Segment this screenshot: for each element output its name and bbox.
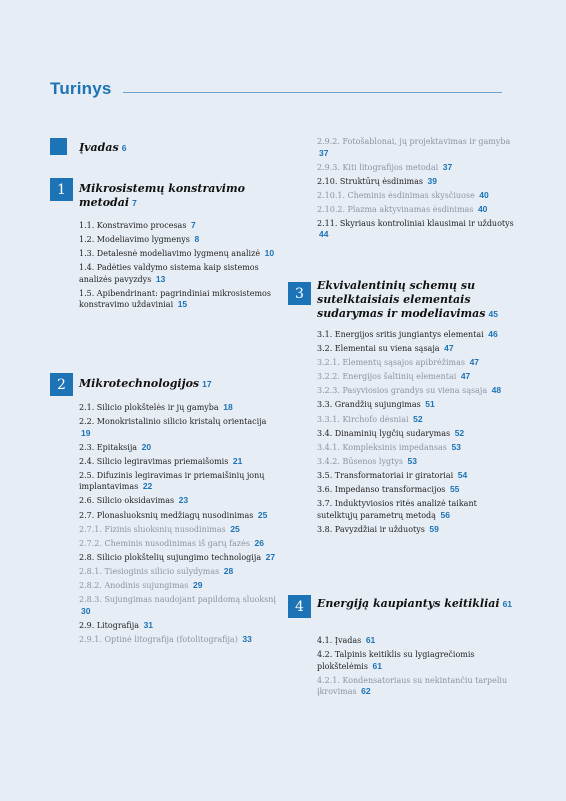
entry-text: 3.4.2. Būsenos lygtys <box>317 456 403 466</box>
entry-page-number: 28 <box>223 565 234 576</box>
entry-text: 2.1. Silicio plokštelės ir jų gamyba <box>79 403 219 412</box>
entry-page-number: 21 <box>232 455 243 466</box>
entry-text: 3.7. Induktyviosios ritės analizė taikant sutelktųjų parametrų metodą <box>317 499 477 520</box>
entry-text: 3.4. Dinaminių lygčių sudarymas <box>317 428 451 438</box>
chapter-title: Mikrotechnologijos <box>79 377 200 390</box>
entry-text: 3.5. Transformatoriai ir giratoriai <box>317 470 454 480</box>
entry-page-number: 53 <box>407 455 417 466</box>
entry-text: 4.2. Talpinis keitiklis su lygiagrečiomis plokštelėmis <box>317 650 475 671</box>
toc-subsection-entry[interactable] <box>317 204 517 216</box>
toc-subsection-entry[interactable] <box>317 357 517 369</box>
entry-page-number: 53 <box>451 441 461 452</box>
entry-text: 1.4. Padėties valdymo sistema kaip sistemos analizės pavyzdys <box>79 263 259 284</box>
entry-text: 3.2.1. Elementų sąsajos apibrėžimas <box>317 358 466 368</box>
toc-subsection-entry[interactable] <box>317 675 517 698</box>
toc-section-entry[interactable] <box>79 288 279 311</box>
entry-page-number: 40 <box>479 189 489 200</box>
chapter-entries <box>79 402 279 648</box>
entry-text: 3.3.1. Kirchofo dėsniai <box>317 414 409 424</box>
intro-title: Įvadas <box>79 141 119 154</box>
toc-subsection-entry[interactable] <box>79 580 279 592</box>
toc-section-entry[interactable] <box>317 399 517 411</box>
entry-page-number: 54 <box>457 469 468 480</box>
toc-section-entry[interactable] <box>317 470 517 482</box>
entry-text: 2.7. Plonasluoksnių medžiagų nusodinimas <box>79 510 254 520</box>
toc-subsection-entry[interactable] <box>317 414 517 426</box>
entry-text: 1.5. Apibendrinant: pagrindiniai mikrosistemos konstravimo uždaviniai <box>79 288 271 310</box>
toc-subsection-entry[interactable] <box>79 634 279 646</box>
entry-page-number: 52 <box>413 413 423 424</box>
entry-text: 2.9.2. Fotošablonai, jų projektavimas ir gamyba <box>317 137 511 146</box>
entry-page-number: 13 <box>155 273 166 284</box>
intro-page: 6 <box>121 143 127 153</box>
chapter-title: Energiją kaupiantys keitikliai <box>317 597 500 610</box>
toc-subsection-entry[interactable] <box>317 371 517 383</box>
entry-page-number: 47 <box>469 357 480 368</box>
entry-page-number: 10 <box>264 248 275 259</box>
entry-page-number: 22 <box>142 481 153 492</box>
entry-page-number: 31 <box>143 619 154 630</box>
entry-page-number: 27 <box>265 551 276 562</box>
toc-subsection-entry[interactable] <box>79 594 279 617</box>
chapter-page: 61 <box>502 599 513 609</box>
entry-text: 4.2.1. Kondensatoriaus su nekintančiu tarpeliu įkrovimas <box>317 675 508 697</box>
toc-section-entry[interactable] <box>317 218 517 241</box>
entry-text: 3.3. Grandžių sujungimas <box>317 400 421 410</box>
entry-text: 1.1. Konstravimo procesas <box>79 221 187 230</box>
entry-text: 2.8. Silicio plokštelių sujungimo technologija <box>79 552 262 562</box>
entry-text: 2.2. Monokristalinio silicio kristalų orientacija <box>79 417 267 427</box>
entry-page-number: 47 <box>460 371 471 382</box>
toc-section-entry[interactable] <box>317 649 517 672</box>
chapter-number-badge: 1 <box>50 178 73 201</box>
entry-page-number: 20 <box>141 441 152 452</box>
chapter-title: Ekvivalentinių schemų su sutelktaisiais elementais sudarymas ir modeliavimas <box>317 279 486 320</box>
entry-page-number: 56 <box>440 509 450 520</box>
entry-page-number: 59 <box>429 523 439 534</box>
toc-section-entry[interactable] <box>79 552 279 564</box>
toc-section-entry[interactable] <box>79 495 279 507</box>
entry-page-number: 23 <box>178 495 189 506</box>
toc-section-entry[interactable] <box>317 635 517 647</box>
intro-badge <box>50 138 67 155</box>
chapter-page: 17 <box>202 379 212 389</box>
entry-text: 2.6. Silicio oksidavimas <box>79 496 175 506</box>
chapter-number-badge: 3 <box>288 282 311 305</box>
entry-page-number: 37 <box>319 147 329 158</box>
entry-page-number: 7 <box>190 220 196 230</box>
entry-text: 3.4.1. Kompleksinis impedansas <box>317 442 447 452</box>
title-rule <box>123 92 502 93</box>
entry-page-number: 61 <box>372 660 382 671</box>
toc-subsection-entry[interactable] <box>317 136 517 159</box>
entry-text: 2.9.3. Kiti litografijos metodai <box>317 162 439 172</box>
entry-text: 2.8.2. Anodinis sujungimas <box>79 581 189 591</box>
toc-section-entry[interactable] <box>79 620 279 632</box>
toc-subsection-entry[interactable] <box>317 162 517 174</box>
toc-subsection-entry[interactable] <box>317 442 517 454</box>
toc-section-entry[interactable] <box>79 510 279 522</box>
toc-section-entry[interactable] <box>317 484 517 496</box>
toc-section-entry[interactable] <box>317 329 517 341</box>
entry-text: 1.2. Modeliavimo lygmenys <box>79 235 190 245</box>
chapter-entries <box>79 220 279 313</box>
chapter-page: 7 <box>132 198 137 208</box>
entry-text: 2.11. Skyriaus kontroliniai klausimai ir užduotys <box>317 218 514 228</box>
entry-page-number: 44 <box>319 229 329 240</box>
toc-section-entry[interactable] <box>79 416 279 439</box>
entry-page-number: 30 <box>81 605 91 616</box>
entry-text: 2.7.1. Fizinis sluoksnių nusodinimas <box>79 524 226 534</box>
toc-subsection-entry[interactable] <box>317 190 517 202</box>
page-title: Turinys <box>50 79 112 98</box>
toc-subsection-entry[interactable] <box>79 538 279 550</box>
toc-subsection-entry[interactable] <box>79 566 279 578</box>
toc-subsection-entry[interactable] <box>317 456 517 468</box>
entry-text: 2.10.2. Plazma aktyvinamas ėsdinimas <box>317 204 474 214</box>
entry-page-number: 51 <box>425 399 435 410</box>
chapter-number-badge: 2 <box>50 373 73 396</box>
toc-section-entry[interactable] <box>317 343 517 355</box>
toc-section-entry[interactable] <box>317 524 517 536</box>
chapter-number-badge: 4 <box>288 595 311 618</box>
entry-text: 3.2.3. Pasyviosios grandys su viena sąsaja <box>317 386 488 396</box>
toc-subsection-entry[interactable] <box>79 524 279 536</box>
entry-text: 2.7.2. Cheminis nusodinimas iš garų fazės <box>79 538 250 548</box>
entry-text: 1.3. Detalesnė modeliavimo lygmenų analizė <box>79 249 261 259</box>
entry-page-number: 61 <box>365 635 376 645</box>
chapter-entries <box>317 329 517 538</box>
entry-text: 2.9. Litografija <box>79 620 140 630</box>
entry-text: 3.2.2. Energijos šaltinių elementai <box>317 372 457 382</box>
entry-page-number: 48 <box>491 385 502 396</box>
toc-section-entry[interactable] <box>317 428 517 440</box>
entry-page-number: 47 <box>444 343 454 354</box>
entry-page-number: 25 <box>230 523 240 534</box>
toc-section-entry[interactable] <box>317 498 517 521</box>
entry-page-number: 46 <box>488 329 498 339</box>
toc-section-entry[interactable] <box>79 248 279 260</box>
entry-page-number: 33 <box>242 633 252 644</box>
entry-page-number: 37 <box>442 161 453 172</box>
toc-subsection-entry[interactable] <box>317 385 517 397</box>
entry-text: 2.10.1. Cheminis ėsdinimas skysčiuose <box>317 190 475 200</box>
chapter-page: 45 <box>488 309 498 319</box>
entry-text: 3.1. Energijos sritis jungiantys elementai <box>317 330 484 339</box>
entry-text: 3.6. Impedanso transformacijos <box>317 485 446 495</box>
entry-page-number: 55 <box>449 484 460 495</box>
entry-page-number: 25 <box>257 509 268 520</box>
entry-page-number: 39 <box>427 175 438 186</box>
chapter-title: Mikrosistemų konstravimo metodai <box>79 182 245 209</box>
entry-page-number: 8 <box>194 234 200 245</box>
entry-page-number: 62 <box>361 686 371 697</box>
entry-page-number: 15 <box>177 299 188 310</box>
entry-page-number: 18 <box>223 402 233 412</box>
entry-page-number: 40 <box>477 203 488 214</box>
entry-page-number: 19 <box>81 427 91 438</box>
toc-section-entry[interactable] <box>317 176 517 188</box>
entry-text: 2.5. Difuzinis legiravimas ir priemaišinių jonų implantavimas <box>79 470 265 492</box>
toc-section-entry[interactable] <box>79 234 279 246</box>
entry-text: 2.9.1. Optinė litografija (fotolitografija) <box>79 634 238 644</box>
toc-section-entry[interactable] <box>79 442 279 454</box>
continued-entries <box>317 136 517 244</box>
toc-section-entry[interactable] <box>79 220 279 232</box>
entry-page-number: 52 <box>454 427 465 438</box>
entry-page-number: 29 <box>192 580 203 591</box>
chapter-entries <box>317 635 517 700</box>
entry-text: 3.2. Elementai su viena sąsaja <box>317 344 440 354</box>
toc-section-entry[interactable] <box>79 470 279 493</box>
entry-text: 2.10. Struktūrų ėsdinimas <box>317 176 423 186</box>
entry-text: 2.3. Epitaksija <box>79 442 138 452</box>
entry-text: 4.1. Įvadas <box>317 636 362 645</box>
entry-text: 2.8.3. Sujungimas naudojant papildomą sluoksnį <box>79 595 276 605</box>
entry-text: 3.8. Pavyzdžiai ir užduotys <box>317 524 425 534</box>
toc-section-entry[interactable] <box>79 262 279 285</box>
entry-text: 2.4. Silicio legiravimas priemaišomis <box>79 456 229 466</box>
toc-section-entry[interactable] <box>79 402 279 414</box>
entry-text: 2.8.1. Tiesioginis silicio sulydymas <box>79 566 220 576</box>
toc-section-entry[interactable] <box>79 456 279 468</box>
entry-page-number: 26 <box>254 537 264 548</box>
